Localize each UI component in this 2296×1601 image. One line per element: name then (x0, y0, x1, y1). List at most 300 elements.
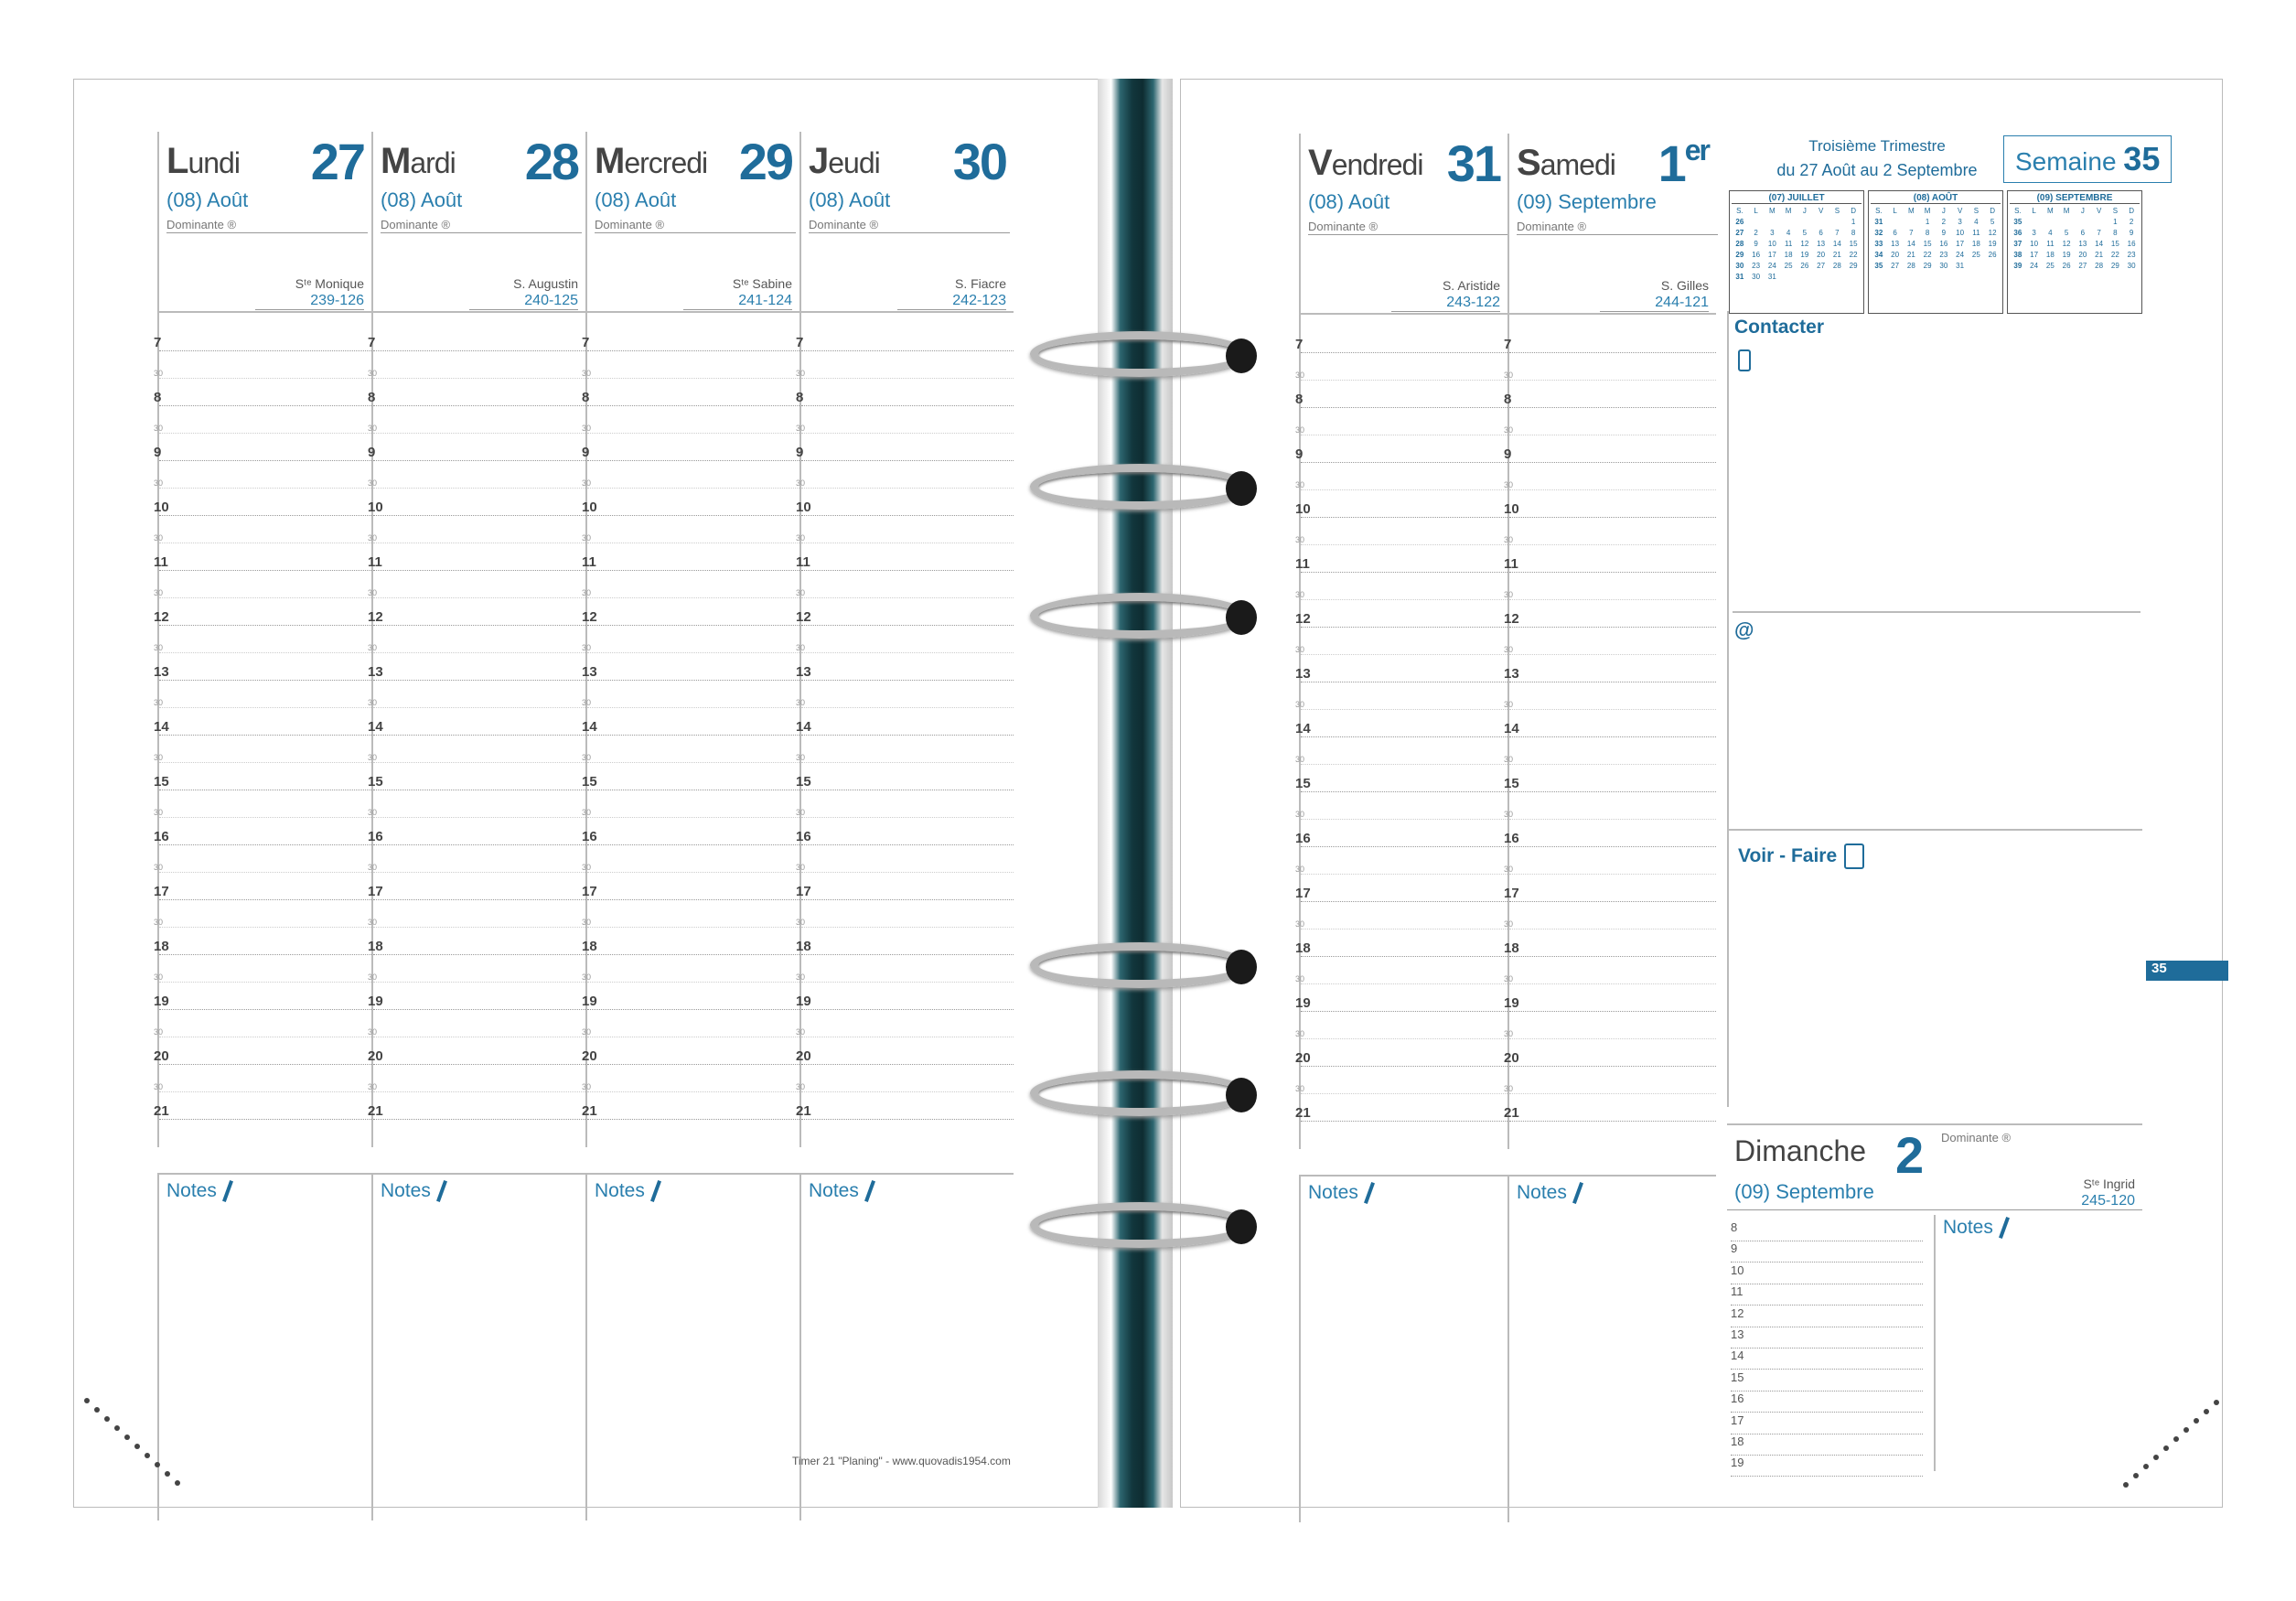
half-hour-label: 30 (1295, 645, 1305, 654)
half-hour-line[interactable] (154, 406, 371, 434)
calendar-cell: 2 (1754, 229, 1758, 237)
half-hour-line[interactable] (1504, 737, 1716, 765)
calendar-cell: 11 (2046, 240, 2055, 248)
half-hour-line[interactable] (1295, 847, 1507, 875)
notes-area[interactable] (585, 1173, 799, 1520)
hour-line-15[interactable] (1295, 765, 1507, 792)
dominante-field: Dominante ® (381, 218, 582, 233)
hour-line-10[interactable] (1504, 490, 1716, 518)
hour-line-14[interactable] (582, 708, 799, 736)
half-hour-line[interactable] (154, 516, 371, 543)
half-hour-line[interactable] (1295, 1012, 1507, 1039)
hour-line-14[interactable] (154, 708, 371, 736)
half-hour-line[interactable] (154, 900, 371, 928)
half-hour-line[interactable] (796, 790, 1014, 818)
hour-label: 15 (796, 774, 811, 790)
weekday-header: S (2112, 207, 2119, 215)
half-hour-line[interactable] (796, 845, 1014, 873)
hour-line-8[interactable] (1295, 381, 1507, 408)
day-of-year: 239-126 (255, 293, 364, 310)
calendar-cell: 21 (1832, 251, 1841, 259)
calendar-cell: 28 (1906, 262, 1915, 270)
half-hour-line[interactable] (582, 351, 799, 379)
weekday-header: M (1924, 207, 1931, 215)
hour-line-10[interactable] (796, 489, 1014, 516)
hour-line-7[interactable] (796, 324, 1014, 351)
sunday-hour-line[interactable] (1731, 1370, 1923, 1391)
half-hour-line[interactable] (368, 516, 585, 543)
half-hour-line[interactable] (1504, 682, 1716, 710)
hour-line-9[interactable] (582, 434, 799, 461)
hour-label: 19 (1295, 995, 1311, 1011)
hour-line-15[interactable] (582, 763, 799, 790)
hour-line-18[interactable] (796, 928, 1014, 955)
calendar-cell (1829, 217, 1846, 228)
half-hour-line[interactable] (582, 571, 799, 598)
hour-line-16[interactable] (796, 818, 1014, 845)
half-hour-line[interactable] (796, 736, 1014, 763)
mini-calendar-grid (1871, 206, 2001, 272)
hour-line-16[interactable] (1295, 820, 1507, 847)
hour-label: 17 (368, 884, 383, 899)
hour-line-14[interactable] (1295, 710, 1507, 737)
half-hour-line[interactable] (368, 736, 585, 763)
hour-label: 17 (582, 884, 597, 899)
day-header (1301, 134, 1507, 315)
hour-line-11[interactable] (154, 543, 371, 571)
hour-line-18[interactable] (1295, 929, 1507, 957)
hour-line-20[interactable] (1295, 1039, 1507, 1067)
sunday-hour-line[interactable] (1731, 1327, 1923, 1348)
half-hour-line[interactable] (582, 845, 799, 873)
half-hour-line[interactable] (368, 351, 585, 379)
sunday-name: Dimanche (1734, 1134, 1867, 1167)
hour-line-15[interactable] (1504, 765, 1716, 792)
calendar-cell: 29 (1923, 262, 1932, 270)
hour-label: 20 (368, 1048, 383, 1064)
hour-line-21[interactable] (796, 1092, 1014, 1120)
hour-line-13[interactable] (368, 653, 585, 681)
half-hour-line[interactable] (1504, 463, 1716, 490)
hour-label: 21 (368, 1103, 383, 1119)
hour-line-20[interactable] (796, 1037, 1014, 1065)
half-hour-line[interactable] (1504, 847, 1716, 875)
half-hour-line[interactable] (368, 845, 585, 873)
half-hour-line[interactable] (796, 1065, 1014, 1092)
half-hour-line[interactable] (154, 790, 371, 818)
half-hour-line[interactable] (1295, 518, 1507, 545)
hour-line-10[interactable] (368, 489, 585, 516)
day-number (311, 132, 364, 191)
hour-line-18[interactable] (582, 928, 799, 955)
hour-line-7[interactable] (1295, 326, 1507, 353)
hour-line-9[interactable] (154, 434, 371, 461)
hour-line-21[interactable] (1504, 1094, 1716, 1122)
hour-line-19[interactable] (368, 983, 585, 1010)
half-hour-line[interactable] (154, 845, 371, 873)
hour-label: 20 (796, 1048, 811, 1064)
half-hour-line[interactable] (1504, 902, 1716, 929)
half-hour-line[interactable] (796, 571, 1014, 598)
half-hour-line[interactable] (1295, 1067, 1507, 1094)
hour-line-17[interactable] (796, 873, 1014, 900)
hour-line-8[interactable] (154, 379, 371, 406)
sunday-hour-line[interactable] (1731, 1434, 1923, 1456)
half-hour-line[interactable] (1504, 1012, 1716, 1039)
half-hour-line[interactable] (582, 406, 799, 434)
hour-line-7[interactable] (1504, 326, 1716, 353)
hour-line-21[interactable] (368, 1092, 585, 1120)
hour-line-19[interactable] (1295, 984, 1507, 1012)
hour-line-14[interactable] (1504, 710, 1716, 737)
hour-line-15[interactable] (796, 763, 1014, 790)
hour-line-8[interactable] (582, 379, 799, 406)
hour-label: 15 (154, 774, 169, 790)
perforation-dot (114, 1425, 120, 1431)
hour-line-16[interactable] (154, 818, 371, 845)
half-hour-line[interactable] (368, 406, 585, 434)
hour-line-19[interactable] (154, 983, 371, 1010)
sunday-hour-line[interactable] (1731, 1348, 1923, 1370)
calendar-cell: 27 (1817, 262, 1826, 270)
half-hour-line[interactable] (1295, 463, 1507, 490)
hour-line-9[interactable] (1295, 435, 1507, 463)
hour-line-12[interactable] (1504, 600, 1716, 628)
day-header (373, 132, 585, 313)
hour-line-18[interactable] (154, 928, 371, 955)
half-hour-label: 30 (1504, 535, 1514, 544)
calendar-cell: 12 (2062, 240, 2071, 248)
half-hour-line[interactable] (796, 351, 1014, 379)
hour-line-16[interactable] (1504, 820, 1716, 847)
half-hour-label: 30 (796, 808, 806, 817)
sunday-hour-line[interactable] (1731, 1284, 1923, 1306)
hour-label: 15 (1504, 776, 1519, 791)
half-hour-line[interactable] (1295, 628, 1507, 655)
hour-line-14[interactable] (796, 708, 1014, 736)
hour-label: 8 (796, 390, 804, 405)
half-hour-line[interactable] (368, 681, 585, 708)
sunday-hour-lines (1731, 1220, 1923, 1477)
hour-line-9[interactable] (1504, 435, 1716, 463)
calendar-cell (1780, 217, 1797, 228)
notes-area[interactable] (799, 1173, 1014, 1520)
sunday-hour-line[interactable] (1731, 1391, 1923, 1413)
half-hour-line[interactable] (154, 955, 371, 983)
hour-line-15[interactable] (154, 763, 371, 790)
hour-line-13[interactable] (582, 653, 799, 681)
hour-line-11[interactable] (1504, 545, 1716, 573)
half-hour-line[interactable] (796, 900, 1014, 928)
hour-label: 9 (154, 445, 162, 460)
half-hour-line[interactable] (1295, 408, 1507, 435)
half-hour-label: 30 (1504, 700, 1514, 709)
hour-label: 14 (582, 719, 597, 735)
contacter-title: Contacter (1734, 317, 1825, 338)
notes-area[interactable] (1299, 1175, 1507, 1522)
half-hour-line[interactable] (154, 571, 371, 598)
sunday-hour-line[interactable] (1731, 1263, 1923, 1284)
half-hour-line[interactable] (154, 351, 371, 379)
hour-line-20[interactable] (1504, 1039, 1716, 1067)
hour-line-12[interactable] (1295, 600, 1507, 628)
notes-text: Notes (1517, 1182, 1567, 1203)
half-hour-line[interactable] (368, 1010, 585, 1037)
half-hour-line[interactable] (1295, 353, 1507, 381)
calendar-cell (2058, 217, 2075, 228)
hour-line-16[interactable] (368, 818, 585, 845)
hour-line-11[interactable] (796, 543, 1014, 571)
half-hour-line[interactable] (368, 790, 585, 818)
hour-line-19[interactable] (796, 983, 1014, 1010)
half-hour-line[interactable] (1504, 628, 1716, 655)
calendar-cell (2091, 217, 2108, 228)
half-hour-line[interactable] (1504, 957, 1716, 984)
half-hour-line[interactable] (368, 626, 585, 653)
hour-label: 12 (1504, 611, 1519, 627)
hour-label: 13 (796, 664, 811, 680)
half-hour-line[interactable] (1295, 573, 1507, 600)
half-hour-line[interactable] (368, 900, 585, 928)
sunday-hour-line[interactable] (1731, 1413, 1923, 1434)
hour-line-11[interactable] (1295, 545, 1507, 573)
day-header (587, 132, 799, 313)
hour-label: 18 (368, 939, 383, 954)
half-hour-label: 30 (368, 918, 378, 927)
weekday-header: S. (1875, 207, 1883, 215)
half-hour-label: 30 (154, 533, 164, 543)
half-hour-line[interactable] (1295, 957, 1507, 984)
calendar-cell: 18 (1971, 240, 1980, 248)
hour-line-19[interactable] (1504, 984, 1716, 1012)
hour-line-7[interactable] (582, 324, 799, 351)
half-hour-label: 30 (1504, 371, 1514, 380)
hour-line-13[interactable] (1295, 655, 1507, 682)
mini-calendar-title: (07) JUILLET (1732, 193, 1861, 204)
hour-line-12[interactable] (796, 598, 1014, 626)
perforation-dot (104, 1416, 110, 1422)
hour-line-10[interactable] (1295, 490, 1507, 518)
notes-area[interactable] (1507, 1175, 1716, 1522)
calendar-cell: 26 (1800, 262, 1809, 270)
hour-line-12[interactable] (368, 598, 585, 626)
half-hour-line[interactable] (796, 461, 1014, 489)
week-tab[interactable]: 35 (2146, 961, 2228, 981)
hour-label: 16 (1504, 831, 1519, 846)
sunday-hour-label: 13 (1731, 1327, 1744, 1341)
dominante-field: Dominante ® (1517, 220, 1718, 235)
hour-line-17[interactable] (368, 873, 585, 900)
half-hour-line[interactable] (796, 406, 1014, 434)
calendar-cell: 18 (2045, 251, 2055, 259)
half-hour-line[interactable] (582, 790, 799, 818)
half-hour-line[interactable] (582, 461, 799, 489)
calendar-cell: 20 (1891, 251, 1900, 259)
sunday-hour-line[interactable] (1731, 1306, 1923, 1327)
binder-ring (1030, 1202, 1250, 1248)
half-hour-line[interactable] (154, 461, 371, 489)
hour-line-19[interactable] (582, 983, 799, 1010)
hour-line-20[interactable] (368, 1037, 585, 1065)
half-hour-line[interactable] (368, 1065, 585, 1092)
hour-line-8[interactable] (368, 379, 585, 406)
calendar-cell: 9 (1754, 240, 1758, 248)
calendar-cell: 19 (1800, 251, 1809, 259)
notes-area[interactable] (371, 1173, 585, 1520)
half-hour-line[interactable] (582, 1010, 799, 1037)
trimestre-range: du 27 Août au 2 Septembre (1776, 161, 1978, 179)
half-hour-label: 30 (1504, 865, 1514, 874)
half-hour-line[interactable] (154, 626, 371, 653)
half-hour-label: 30 (154, 424, 164, 433)
calendar-cell: 3 (1770, 229, 1775, 237)
hour-label: 17 (1504, 886, 1519, 901)
half-hour-label: 30 (1295, 755, 1305, 764)
day-column-lundi (154, 132, 371, 1147)
calendar-cell: 22 (1923, 251, 1932, 259)
hour-line-17[interactable] (1504, 875, 1716, 902)
hour-label: 7 (796, 335, 804, 350)
sunday-hour-line[interactable] (1731, 1241, 1923, 1263)
hour-line-8[interactable] (1504, 381, 1716, 408)
half-hour-line[interactable] (1295, 902, 1507, 929)
hour-line-17[interactable] (1295, 875, 1507, 902)
calendar-cell: 24 (1767, 262, 1776, 270)
hour-label: 11 (1504, 556, 1518, 572)
day-number-value: 29 (738, 133, 792, 190)
half-hour-line[interactable] (1504, 353, 1716, 381)
hour-line-7[interactable] (154, 324, 371, 351)
sunday-hour-label: 12 (1731, 1306, 1744, 1320)
calendar-cell: 31 (1956, 262, 1965, 270)
hour-line-21[interactable] (154, 1092, 371, 1120)
calendar-cell: 21 (1906, 251, 1915, 259)
half-hour-line[interactable] (1504, 792, 1716, 820)
calendar-cell (1797, 217, 1813, 228)
hour-line-10[interactable] (582, 489, 799, 516)
sunday-notes-border (1934, 1215, 1936, 1471)
hour-line-14[interactable] (368, 708, 585, 736)
half-hour-line[interactable] (582, 681, 799, 708)
half-hour-line[interactable] (154, 1010, 371, 1037)
half-hour-line[interactable] (796, 626, 1014, 653)
half-hour-line[interactable] (1504, 1067, 1716, 1094)
calendar-cell: 14 (2095, 240, 2104, 248)
half-hour-line[interactable] (1295, 737, 1507, 765)
hour-label: 12 (154, 609, 169, 625)
hour-line-15[interactable] (368, 763, 585, 790)
half-hour-line[interactable] (1295, 682, 1507, 710)
hour-line-7[interactable] (368, 324, 585, 351)
hour-label: 20 (582, 1048, 597, 1064)
hour-line-13[interactable] (1504, 655, 1716, 682)
hour-line-13[interactable] (796, 653, 1014, 681)
hour-label: 21 (796, 1103, 811, 1119)
hour-label: 10 (796, 500, 811, 515)
hour-line-18[interactable] (368, 928, 585, 955)
calendar-cell: 13 (1891, 240, 1900, 248)
half-hour-label: 30 (154, 698, 164, 707)
hour-line-21[interactable] (582, 1092, 799, 1120)
perforation-dot (165, 1471, 170, 1477)
half-hour-line[interactable] (582, 955, 799, 983)
saint-name: S. Aristide (1442, 278, 1500, 293)
half-hour-line[interactable] (1504, 518, 1716, 545)
hour-line-17[interactable] (154, 873, 371, 900)
hour-line-17[interactable] (582, 873, 799, 900)
hour-line-9[interactable] (796, 434, 1014, 461)
hour-label: 16 (154, 829, 169, 844)
half-hour-line[interactable] (796, 955, 1014, 983)
calendar-cell: 30 (1735, 262, 1744, 270)
hour-label: 16 (796, 829, 811, 844)
half-hour-line[interactable] (368, 461, 585, 489)
calendar-cell: 36 (2013, 229, 2022, 237)
notes-text: Notes (166, 1180, 217, 1201)
calendar-cell: 8 (1851, 229, 1856, 237)
half-hour-label: 30 (796, 753, 806, 762)
half-hour-label: 30 (368, 753, 378, 762)
half-hour-line[interactable] (154, 681, 371, 708)
hour-line-11[interactable] (582, 543, 799, 571)
hour-label: 7 (1504, 337, 1512, 352)
hour-label: 10 (1504, 501, 1519, 517)
voir-faire-title: Voir - Faire (1738, 845, 1838, 866)
half-hour-line[interactable] (582, 900, 799, 928)
calendar-cell (1797, 272, 1813, 283)
weekday-header: D (2129, 207, 2135, 215)
hour-line-21[interactable] (1295, 1094, 1507, 1122)
hour-line-11[interactable] (368, 543, 585, 571)
half-hour-line[interactable] (154, 736, 371, 763)
calendar-cell: 28 (1735, 240, 1744, 248)
half-hour-line[interactable] (582, 626, 799, 653)
hour-line-10[interactable] (154, 489, 371, 516)
sunday-hour-line[interactable] (1731, 1220, 1923, 1241)
half-hour-line[interactable] (1295, 792, 1507, 820)
half-hour-line[interactable] (582, 516, 799, 543)
mini-calendar-grid (1732, 206, 1861, 283)
day-of-year: 241-124 (683, 293, 792, 310)
hour-line-8[interactable] (796, 379, 1014, 406)
half-hour-label: 30 (582, 753, 592, 762)
calendar-cell: 11 (1784, 240, 1793, 248)
hour-line-20[interactable] (154, 1037, 371, 1065)
half-hour-line[interactable] (368, 955, 585, 983)
hour-label: 9 (1295, 446, 1304, 462)
half-hour-line[interactable] (368, 571, 585, 598)
half-hour-line[interactable] (796, 681, 1014, 708)
half-hour-line[interactable] (154, 1065, 371, 1092)
notes-label (1517, 1182, 1580, 1204)
hour-line-20[interactable] (582, 1037, 799, 1065)
half-hour-line[interactable] (1504, 573, 1716, 600)
half-hour-line[interactable] (582, 1065, 799, 1092)
hour-line-18[interactable] (1504, 929, 1716, 957)
half-hour-line[interactable] (796, 516, 1014, 543)
half-hour-line[interactable] (796, 1010, 1014, 1037)
hour-line-13[interactable] (154, 653, 371, 681)
notes-area[interactable] (157, 1173, 371, 1520)
hour-line-9[interactable] (368, 434, 585, 461)
half-hour-line[interactable] (582, 736, 799, 763)
half-hour-label: 30 (1295, 919, 1305, 929)
hour-line-12[interactable] (154, 598, 371, 626)
sunday-hour-line[interactable] (1731, 1456, 1923, 1477)
half-hour-line[interactable] (1504, 408, 1716, 435)
hour-line-12[interactable] (582, 598, 799, 626)
hour-line-16[interactable] (582, 818, 799, 845)
